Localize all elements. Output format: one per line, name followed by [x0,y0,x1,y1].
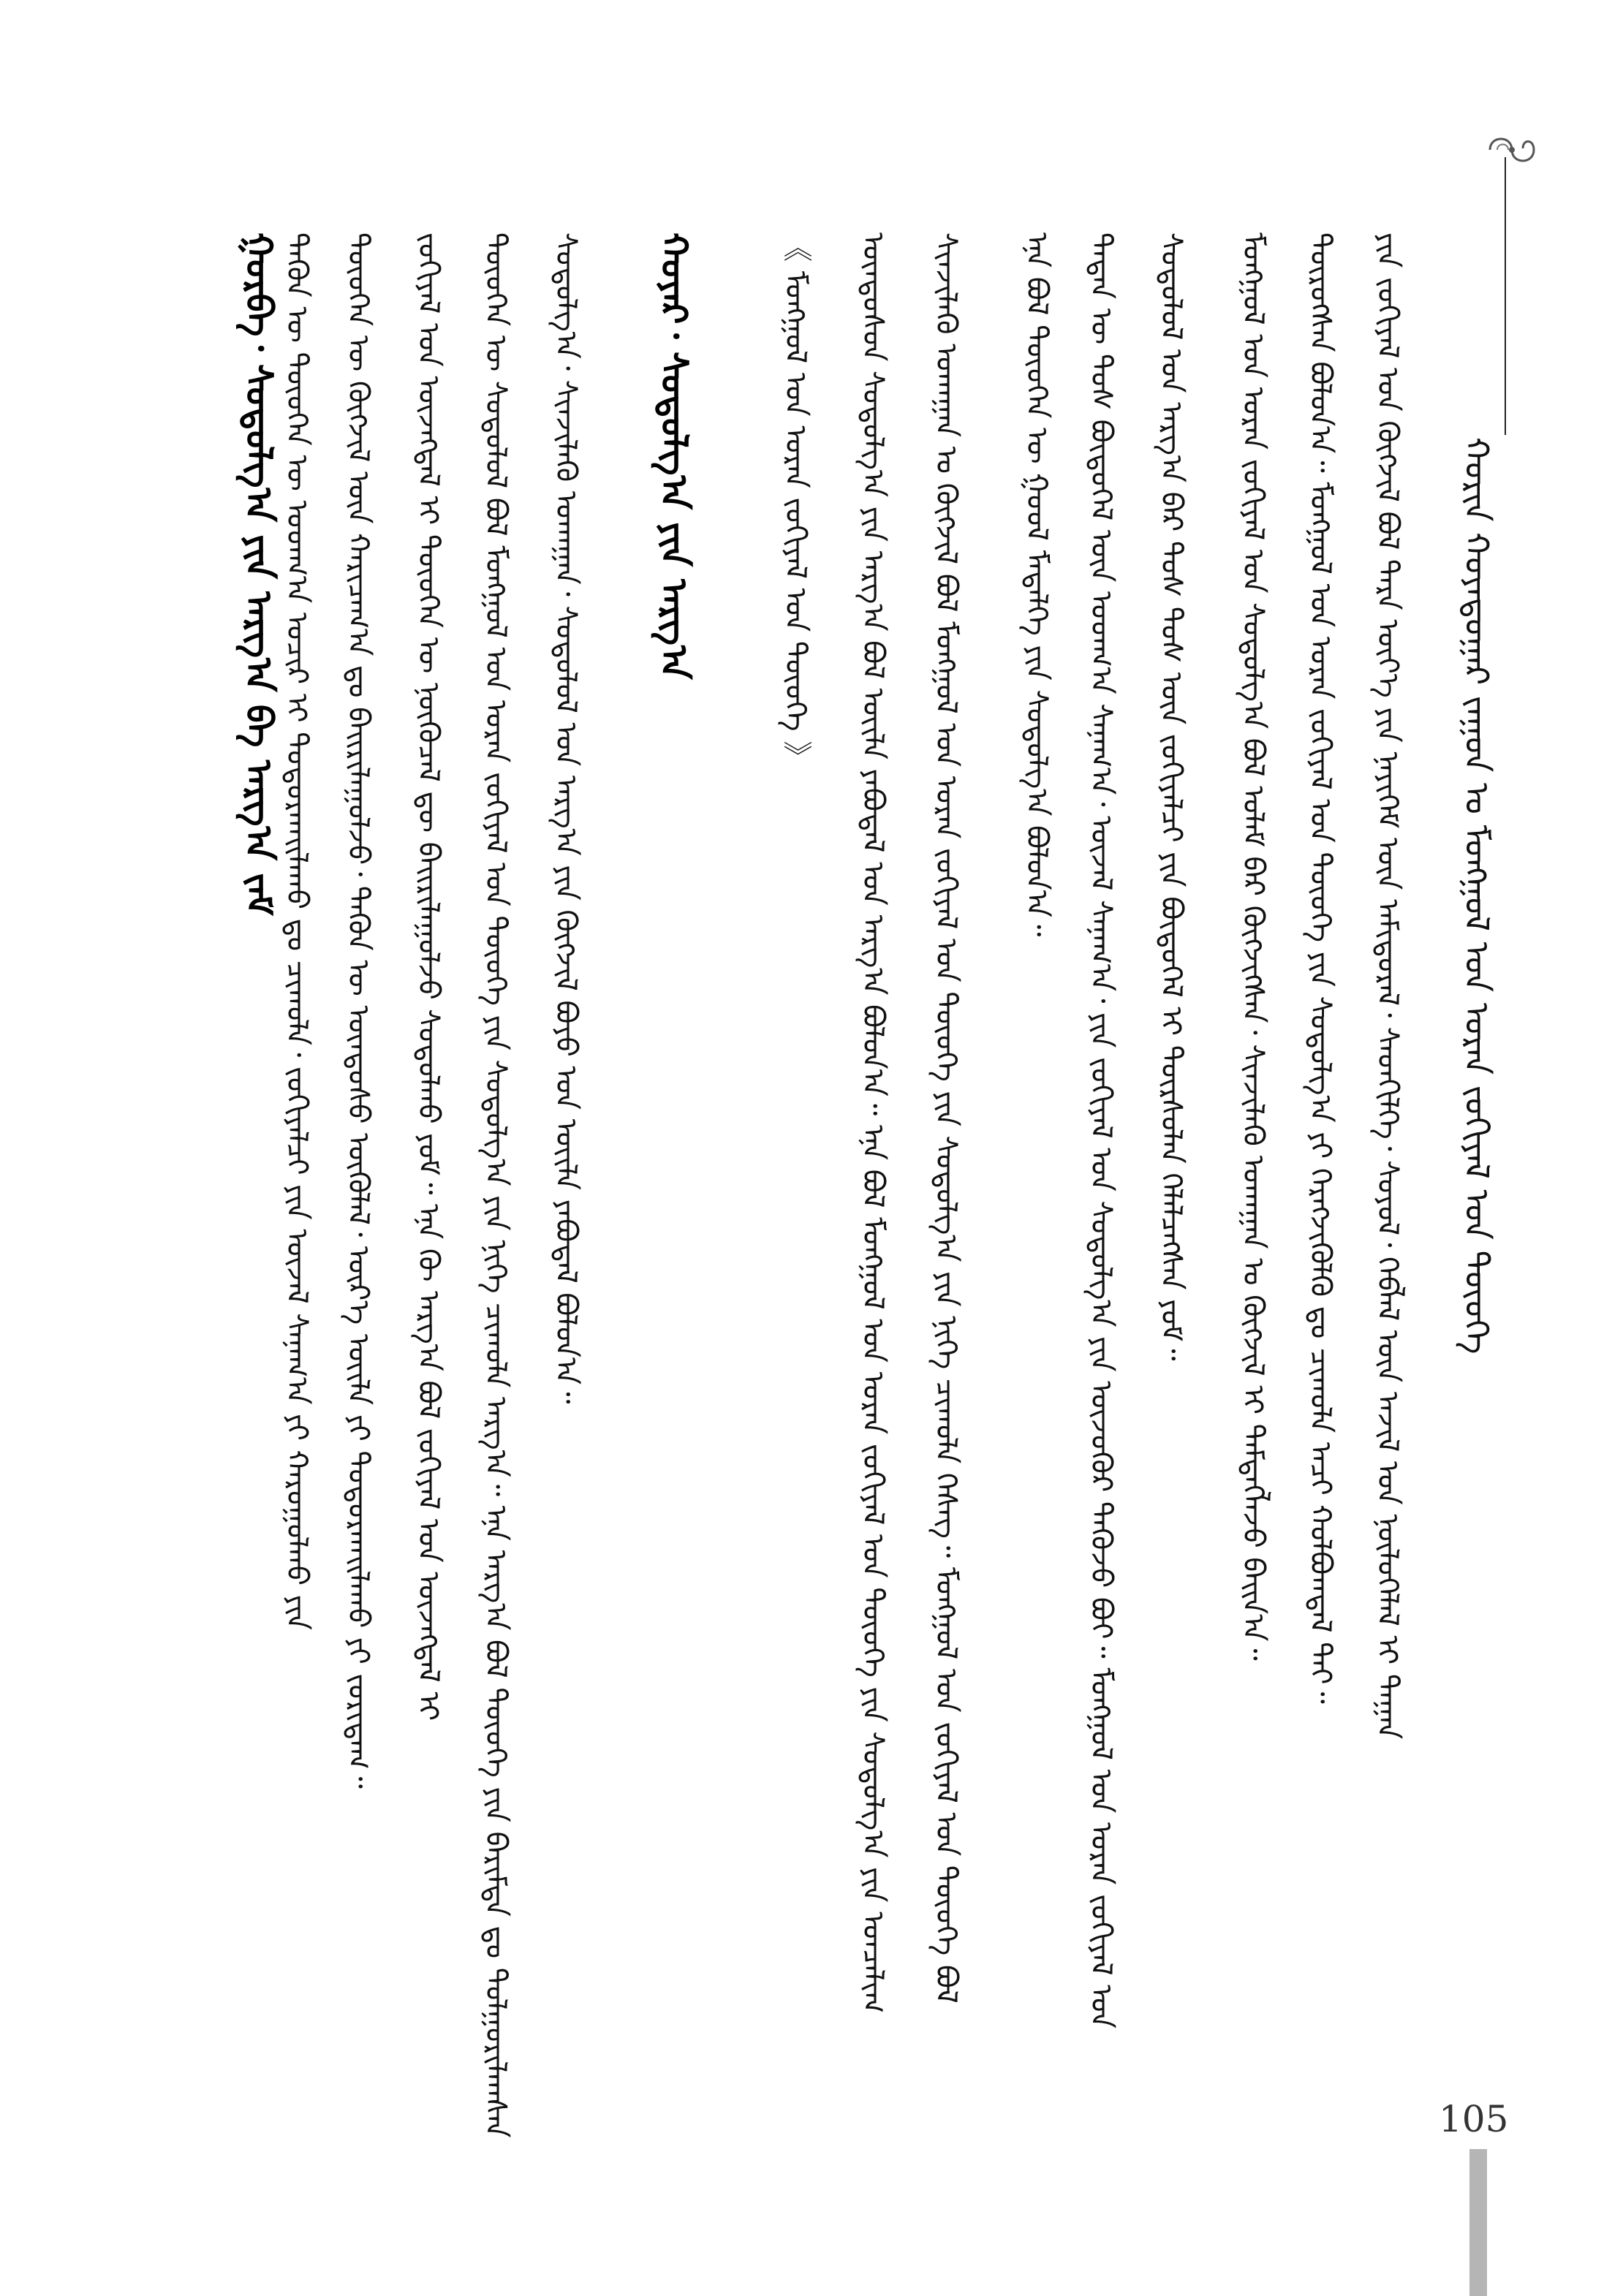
text-column: ᠲᠦᠦᠬᠡᠨ ᠦ ᠰᠤᠳᠤᠯᠤᠯ ᠪᠣᠯ ᠮᠣᠩᠭᠣᠯ ᠤᠨ ᠤᠷᠠᠨ ᠵᠣᠬᠢᠶᠠᠯ ᠤᠨ ᠲᠦᠦᠬᠡ ᠶᠢᠨ ᠰᠤᠳᠤᠯᠭ᠎ᠠ ᠶᠢᠨ ᠨᠢᠭᠡ ᠴᠢᠬᠤᠯᠠ ᠠᠷᠭ᠎ᠠ᠃ ᠡᠨᠡ ᠠᠷᠭ᠎ᠠ ᠪᠣᠯ ᠲᠦᠦᠬᠡ ᠶᠢᠨ ᠪᠠᠷᠢᠮᠲᠠ ᠳᠤ ᠲᠤᠯᠭᠤᠷᠢᠯᠠᠭᠰᠠᠨ [479,232,512,2138]
text-column: ᠲᠥᠷᠦᠭᠰᠡᠨ ᠪᠣᠯᠤᠨ᠎ᠠ᠃ ᠮᠣᠩᠭᠣᠯ ᠤᠨ ᠤᠷᠠᠨ ᠵᠣᠬᠢᠶᠠᠯ ᠤᠨ ᠲᠦᠦᠬᠡ ᠶᠢᠨ ᠰᠤᠳᠤᠯᠭ᠎ᠠ ᠶᠢ ᠬᠡᠷᠡᠭᠵᠢᠭᠦᠯᠬᠦ ᠳᠤ ᠴᠢᠬᠤᠯᠠ ᠠᠴᠢ ᠬᠣᠯᠪᠣᠭᠳᠠᠯ ᠲᠠᠢ᠃ [1304,232,1337,1704]
text-column: ᠦᠨᠳᠦᠰᠦᠨ ᠰᠤᠳᠤᠯᠭ᠎ᠠ ᠶᠢᠨ ᠠᠷᠭ᠎ᠠ ᠪᠣᠯ ᠦᠢᠯᠡ ᠶᠠᠪᠤᠳᠠᠯ ᠤᠨ ᠠᠷᠭ᠎ᠠ ᠪᠣᠯᠤᠨ᠎ᠠ᠃ ᠡᠨᠡ ᠪᠣᠯ ᠮᠣᠩᠭᠣᠯ ᠤᠨ ᠤᠷᠠᠨ ᠵᠣᠬᠢᠶᠠᠯ ᠤᠨ ᠲᠦᠦᠬᠡ ᠶᠢᠨ ᠰᠤᠳᠤᠯᠭ᠎ᠠ ᠶᠢᠨ ᠣᠨᠴᠠᠯᠢᠭ [856,232,890,2014]
text-column: ᠵᠣᠬᠢᠶᠠᠯ ᠤᠨ ᠦᠵᠡᠭᠳᠡᠯ ᠢ ᠲᠦᠦᠬᠡᠨ ᠦ ᠨᠥᠬᠥᠴᠡᠯ ᠳᠦ ᠪᠠᠢᠷᠢᠯᠠᠭᠤᠯᠵᠤ ᠰᠤᠳᠤᠯᠬᠤ ᠶᠤᠮ᠃ ᠡᠨᠡ ᠬᠦ ᠠᠷᠭ᠎ᠠ ᠪᠣᠯ ᠵᠣᠬᠢᠶᠠᠯ ᠤᠨ ᠦᠵᠡᠭᠳᠡᠯ ᠢ [412,232,445,1721]
text-column: 《 ᠮᠣᠩᠭᠣᠯ ᠤᠨ ᠤᠷᠠᠨ ᠵᠣᠬᠢᠶᠠᠯ ᠤᠨ ᠲᠦᠦᠬᠡ 》 [779,232,812,770]
text-column: ᠲᠡᠳᠡᠨ ᠦ ᠲᠤᠰ ᠪᠦᠲᠦᠭᠡᠯ ᠦᠨ ᠤᠳᠬ᠎ᠠ ᠰᠠᠨᠠᠭ᠎ᠠ᠂ ᠦᠵᠡᠯ ᠰᠠᠨᠠᠭ᠎ᠠ᠂ ᠶᠢᠨ ᠵᠣᠬᠢᠶᠠᠯ ᠤᠨ ᠰᠤᠳᠤᠯᠭ᠎ᠠ ᠶᠢᠨ ᠦᠵᠦᠭᠦᠷ ᠲᠡᠭᠦᠵᠦ ᠪᠤᠢ᠃ ᠮᠣᠩᠭᠣᠯ ᠤᠨ ᠤᠷᠠᠨ ᠵᠣᠬᠢᠶᠠᠯ ᠤᠨ [1084,232,1118,2028]
text-column: ᠶᠢᠨ ᠵᠣᠬᠢᠶᠠᠯ ᠤᠨ ᠬᠥᠭᠵᠢᠯ ᠪᠣᠯ ᠲᠡᠷᠡ ᠦᠶ᠎ᠡ ᠶᠢᠨ ᠨᠡᠶᠢᠭᠡᠮ ᠦᠨ ᠠᠮᠢᠳᠤᠷᠠᠯ᠂ ᠰᠡᠳᠬᠢᠯᠭᠡ᠂ ᠰᠣᠶᠣᠯ᠂ ᠬᠡᠪᠯᠡᠯ ᠦᠨ ᠠᠵᠢᠯ ᠤᠨ ᠨᠥᠯᠦᠭᠡᠯᠡᠯ ᠢ ᠳᠠᠭᠠᠨ [1371,232,1404,1740]
side-tab [1469,2149,1487,2296]
text-column: ᠰᠤᠳᠤᠯᠤᠯ ᠤᠨ ᠠᠷᠭ᠎ᠠ ᠪᠠᠷ ᠲᠤᠰ ᠲᠤᠰ ᠦᠨ ᠵᠣᠬᠢᠶᠠᠯᠴᠢ ᠶᠢᠨ ᠪᠦᠲᠦᠭᠡᠯ ᠢ ᠳᠦᠷᠰᠦᠯᠡᠨ ᠬᠡᠯᠡᠯᠴᠡᠭᠰᠡᠨ ᠶᠤᠮ᠃ [1154,232,1188,1361]
text-column: ᠮᠣᠩᠭᠣᠯ ᠤᠨ ᠤᠷᠠᠨ ᠵᠣᠬᠢᠶᠠᠯ ᠤᠨ ᠰᠤᠳᠤᠯᠭ᠎ᠠ ᠪᠣᠯ ᠤᠯᠠᠮ ᠪᠡᠷ ᠬᠥᠭᠵᠢᠭᠰᠡᠨ᠂ ᠰᠢᠨᠵᠢᠯᠡᠬᠦ ᠤᠬᠠᠭᠠᠨ ᠤ ᠬᠥᠭᠵᠢᠯ ᠢ ᠲᠡᠮᠳᠡᠭᠯᠡᠵᠦ ᠪᠠᠢᠨ᠎ᠠ᠃ [1236,232,1270,1661]
running-head: ᠬᠣᠷᠢᠨ ᠬᠣᠶᠠᠳᠤᠭᠠᠷ ᠵᠠᠭᠤᠨ ᠤ ᠮᠣᠩᠭᠣᠯ ᠤᠨ ᠤᠷᠠᠨ ᠵᠣᠬᠢᠶᠠᠯ ᠤᠨ ᠲᠦᠦᠬᠡ [1457,437,1497,1355]
text-column: ᠰᠢᠨᠵᠢᠯᠡᠬᠦ ᠤᠬᠠᠭᠠᠨ ᠤ ᠬᠥᠭᠵᠢᠯ ᠪᠣᠯ ᠮᠣᠩᠭᠣᠯ ᠤᠨ ᠤᠷᠠᠨ ᠵᠣᠬᠢᠶᠠᠯ ᠤᠨ ᠲᠦᠦᠬᠡ ᠶᠢᠨ ᠰᠤᠳᠤᠯᠭ᠎ᠠ ᠶᠢᠨ ᠨᠢᠭᠡ ᠴᠢᠬᠤᠯᠠ ᠬᠡᠰᠡᠭ᠃ ᠮᠣᠩᠭᠣᠯ ᠤᠨ ᠵᠣᠬᠢᠶᠠᠯ ᠤᠨ ᠲᠦᠦᠬᠡ ᠪᠣᠯ [929,232,963,2004]
section-heading: ᠭᠤᠷᠪᠠ᠂ ᠰᠤᠳᠤᠯᠭ᠎ᠠ ᠶᠢᠨ ᠠᠷᠭ᠎ᠠ ᠪᠠ ᠠᠷᠭ᠎ᠠ ᠵᠠᠮ [238,232,280,916]
text-column: ᠰᠤᠳᠤᠯᠭ᠎ᠠ᠂ ᠰᠢᠨᠵᠢᠯᠡᠬᠦ ᠤᠬᠠᠭᠠᠨ᠂ ᠰᠤᠳᠤᠯᠤᠯ ᠤᠨ ᠠᠷᠭ᠎ᠠ ᠶᠢᠨ ᠬᠥᠭᠵᠢᠯ ᠪᠤᠶᠤ ᠤᠨ ᠦᠢᠯᠡ ᠶᠠᠪᠤᠳᠠᠯ ᠪᠣᠯᠤᠨ᠎ᠠ᠃ [549,232,583,1404]
ornament-icon [1483,128,1541,172]
text-column: ᠲᠦᠦᠬᠡᠨ ᠦ ᠬᠥᠭᠵᠢᠯ ᠦᠨ ᠬᠠᠷᠢᠴᠠᠭ᠎ᠠ ᠳᠤ ᠪᠠᠢᠷᠢᠯᠠᠭᠤᠯᠵᠤ᠂ ᠲᠡᠭᠦᠨ ᠦ ᠦᠨᠳᠦᠰᠦ ᠦᠬᠦᠯᠡᠯ᠂ ᠦᠷ᠎ᠡ ᠦᠢᠯᠡ ᠶᠢ ᠲᠣᠳᠣᠷᠬᠠᠢᠯᠠᠬᠤ ᠶᠢ ᠵᠣᠷᠢᠳᠠᠭ᠃ [341,232,375,1789]
text-column: ᠡᠨᠡ ᠪᠣᠯ ᠲᠦᠦᠬᠡᠨ ᠦ ᠭᠣᠣᠯ ᠮᠡᠳᠡᠯᠭᠡ ᠶᠢᠨ ᠰᠤᠳᠤᠯᠭ᠎ᠠ ᠪᠣᠯᠤᠨ᠎ᠠ᠃ [1020,232,1053,937]
page-number: 105 [1439,2098,1509,2140]
section-heading: ᠬᠣᠶᠠᠷ᠂ ᠰᠤᠳᠤᠯᠭ᠎ᠠ ᠶᠢᠨ ᠠᠷᠭ᠎ᠠ [653,232,695,680]
text-column: ᠲᠡᠭᠦᠨ ᠦ ᠲᠦᠦᠬᠡᠨ ᠦ ᠤᠳᠬ᠎ᠠ ᠤᠴᠢᠷ ᠢ ᠲᠣᠳᠣᠷᠬᠠᠢᠯᠠᠬᠤ ᠳᠤ ᠴᠢᠬᠤᠯᠠ᠂ ᠵᠣᠬᠢᠶᠠᠯᠴᠢ ᠶᠢᠨ ᠦᠵᠡᠯ ᠰᠠᠨᠠᠭ᠎ᠠ ᠶᠢ ᠬᠠᠷᠤᠭᠤᠯᠬᠤ ᠶᠢᠨ [280,232,314,1631]
header-rule [1505,157,1506,435]
